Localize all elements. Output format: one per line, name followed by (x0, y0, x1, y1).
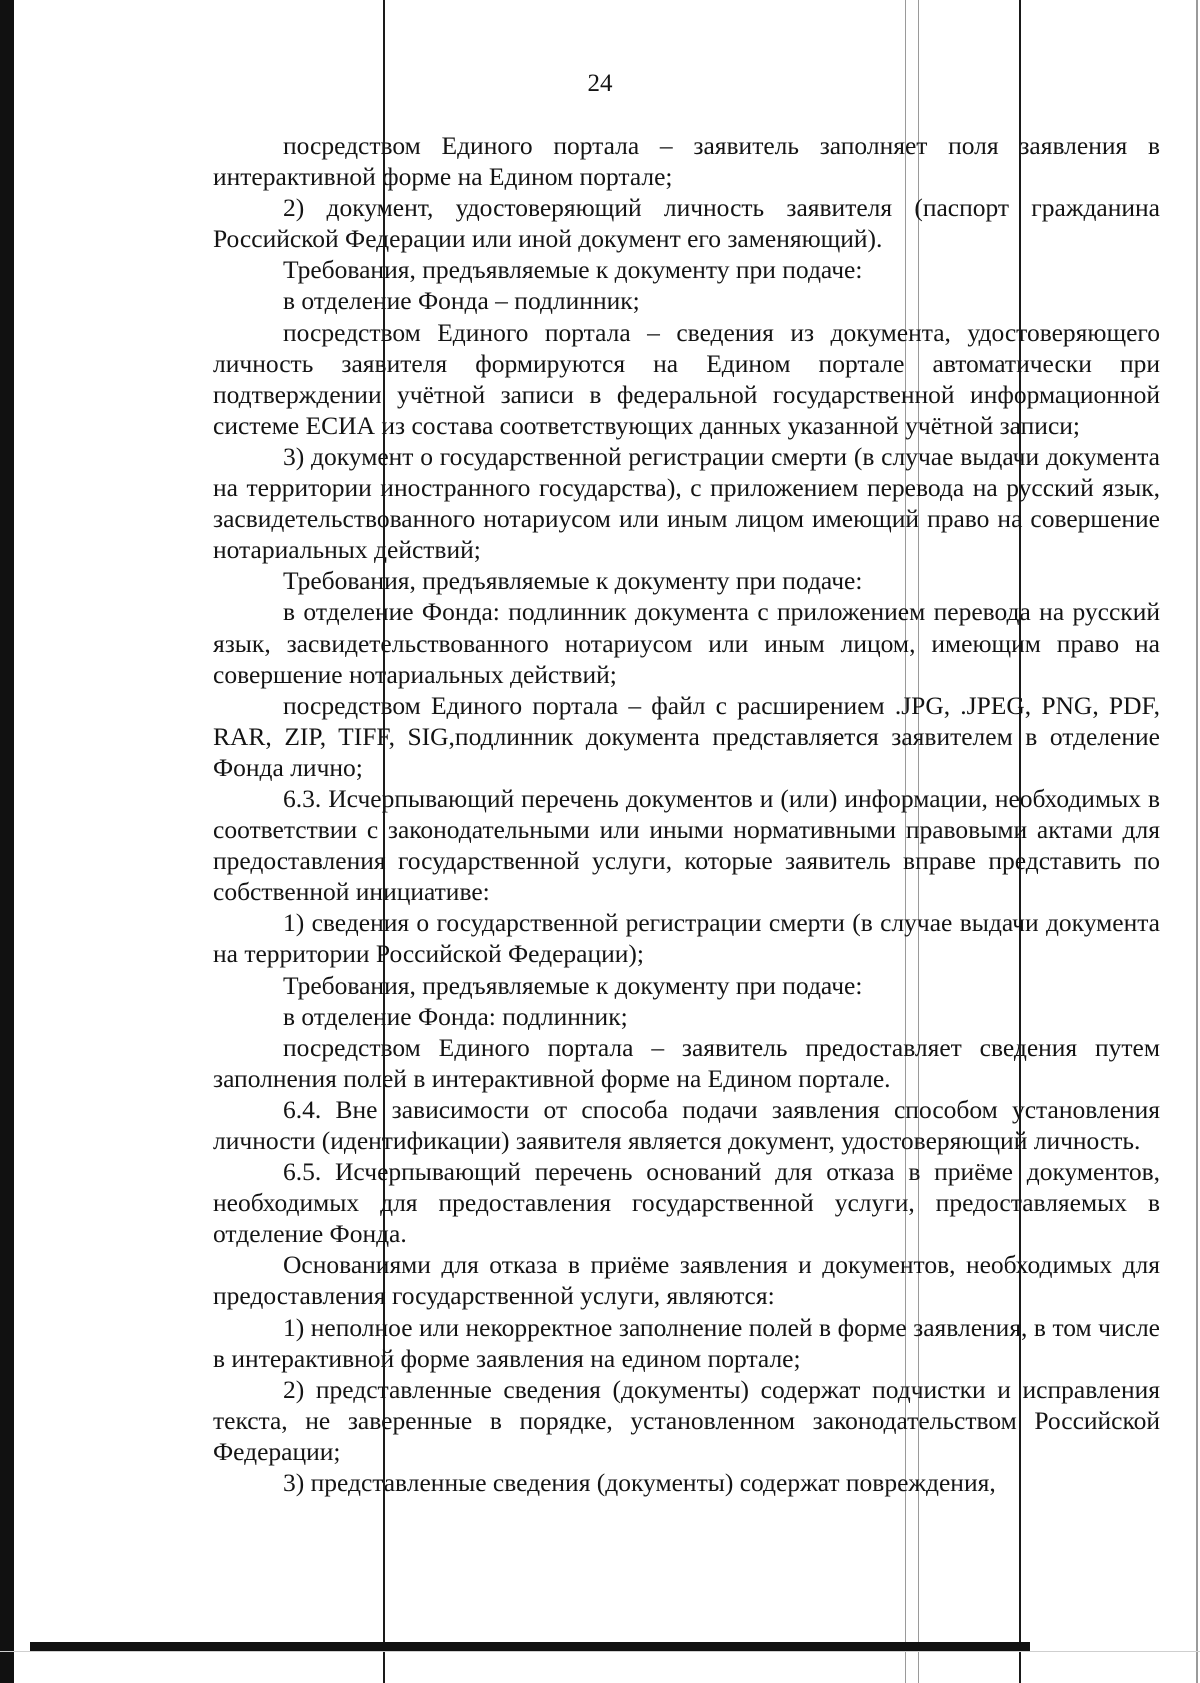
paragraph: 6.4. Вне зависимости от способа подачи заявления способом установления личности (идентификации) заявителя является документ, удостоверяющий личность. (213, 1094, 1160, 1155)
paragraph: 6.3. Исчерпывающий перечень документов и (или) информации, необходимых в соответствии с законодательными или иными нормативными правовыми актами для предоставления государственной услуги, которые заявитель вправе представить по собственной инициативе: (213, 783, 1160, 907)
paragraph: в отделение Фонда: подлинник документа с приложением перевода на русский язык, засвидетельствованного нотариусом или иным лицом, имеющим право на совершение нотариальных действий; (213, 597, 1160, 689)
paragraph: Требования, предъявляемые к документу при подаче: (283, 255, 863, 285)
paragraph: посредством Единого портала – файл с расширением .JPG, .JPEG, PNG, PDF, RAR, ZIP, TIFF, SIG,подлинник документа представляется заявителем в отделение Фонда лично; (213, 690, 1160, 782)
paragraph: 1) сведения о государственной регистрации смерти (в случае выдачи документа на территории Российской Федерации); (213, 908, 1160, 969)
paragraph: 3) документ о государственной регистрации смерти (в случае выдачи документа на территории иностранного государства), с приложением перевода на русский язык, засвидетельствованного нотариусом или иным лицом имеющий право на совершение нотариальных действий; (213, 441, 1160, 565)
paragraph: в отделение Фонда – подлинник; (283, 286, 640, 316)
paragraph: посредством Единого портала – заявитель предоставляет сведения путем заполнения полей в интерактивной форме на Едином портале. (213, 1032, 1160, 1093)
paragraph: 1) неполное или некорректное заполнение полей в форме заявления, в том числе в интерактивной форме заявления на едином портале; (213, 1312, 1160, 1373)
paragraph: Основаниями для отказа в приёме заявления и документов, необходимых для предоставления государственной услуги, являются: (213, 1250, 1160, 1311)
document-body (213, 130, 1160, 1498)
paragraph: Требования, предъявляемые к документу при подаче: (283, 970, 863, 1000)
scan-left-edge (0, 0, 14, 1683)
paragraph: 2) представленные сведения (документы) содержат подчистки и исправления текста, не заверенные в порядке, установленном законодательством Российской Федерации; (213, 1374, 1160, 1466)
paragraph: 2) документ, удостоверяющий личность заявителя (паспорт гражданина Российской Федерации или иной документ его заменяющий). (213, 193, 1160, 254)
paragraph: 6.5. Исчерпывающий перечень оснований для отказа в приёме документов, необходимых для предоставления государственной услуги, предоставляемых в отделение Фонда. (213, 1157, 1160, 1249)
paragraph: посредством Единого портала – заявитель заполняет поля заявления в интерактивной форме на Едином портале; (213, 131, 1160, 192)
paragraph: Требования, предъявляемые к документу при подаче: (283, 566, 863, 596)
scan-bottom-edge (30, 1642, 1030, 1651)
paragraph: 3) представленные сведения (документы) содержат повреждения, (283, 1468, 996, 1498)
paragraph: посредством Единого портала – сведения из документа, удостоверяющего личность заявителя формируются на Едином портале автоматически при подтверждении учётной записи в федеральной государственной информационной системе ЕСИА из состава соответствующих данных указанной учётной записи; (213, 317, 1160, 440)
scan-right-edge (1196, 0, 1198, 1683)
paragraph: в отделение Фонда: подлинник; (283, 1001, 628, 1031)
scan-bottom-edge-faint (0, 1651, 1200, 1652)
page-number: 24 (587, 70, 613, 97)
